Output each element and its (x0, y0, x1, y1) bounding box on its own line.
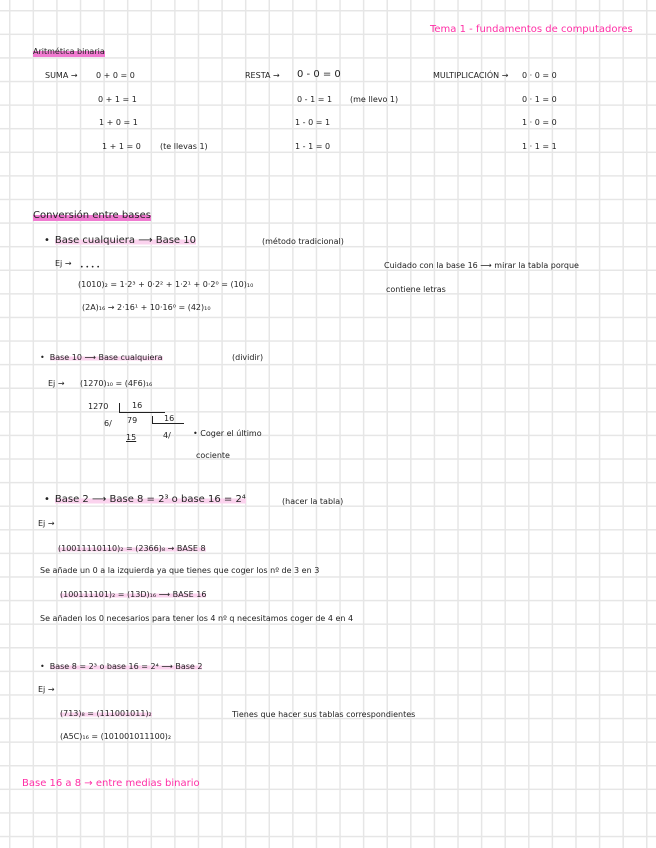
section2-note: (dividir) (232, 353, 264, 362)
arithmetic-heading: Aritmética binaria (33, 47, 105, 56)
suma-label: SUMA → (45, 71, 78, 80)
section2-example: (1270)₁₀ = (4F6)₁₆ (80, 379, 153, 388)
multiplicacion-row: 1 · 1 = 1 (522, 142, 557, 151)
resta-row: 0 - 1 = 1 (297, 95, 333, 104)
suma-row: 1 + 0 = 1 (99, 118, 138, 127)
resta-row: 1 - 1 = 0 (295, 142, 331, 151)
side-note-line1: Cuidado con la base 16 ⟶ mirar la tabla porque (384, 261, 579, 270)
division-divisor: 16 (132, 401, 143, 410)
section4-ej: Ej → (38, 685, 55, 694)
section1-note: (método tradicional) (262, 237, 344, 246)
division-quotient: 79 (127, 416, 138, 425)
division-annotation: cociente (196, 451, 230, 460)
section4-title: • Base 8 = 2³ o base 16 = 2⁴ ⟶ Base 2 (40, 661, 202, 673)
division-annotation: • Coger el último (193, 429, 262, 438)
section4-line2: (A5C)₁₆ = (101001011100)₂ (60, 732, 172, 741)
suma-row: 0 + 1 = 1 (98, 95, 137, 104)
section3-line3: (100111101)₂ = (13D)₁₆ ⟶ BASE 16 (60, 590, 207, 599)
section1-ej: Ej → (55, 259, 72, 268)
resta-row: 1 - 0 = 1 (295, 118, 331, 127)
division-dividend: 1270 (88, 402, 109, 411)
footer-note: Base 16 a 8 → entre medias binario (22, 778, 200, 789)
division-quotient: 4/ (163, 431, 171, 440)
multiplicacion-label: MULTIPLICACIÓN → (433, 71, 509, 80)
resta-label: RESTA → (245, 71, 280, 80)
section2-ej: Ej → (48, 379, 65, 388)
conversion-heading: Conversión entre bases (33, 210, 151, 221)
suma-row: 0 + 0 = 0 (96, 71, 135, 80)
section3-ej: Ej → (38, 519, 55, 528)
section4-line1: (713)₈ = (111001011)₂ (60, 709, 152, 718)
section3-note: (hacer la tabla) (282, 497, 344, 506)
section3-line2: Se añade un 0 a la izquierda ya que tienes que coger los nº de 3 en 3 (40, 566, 320, 575)
section1-line2: (2A)₁₆ → 2·16¹ + 10·16⁰ = (42)₁₀ (82, 303, 211, 312)
section1-dots: • • • • (80, 264, 100, 271)
suma-note: (te llevas 1) (160, 142, 208, 151)
section1-line1: (1010)₂ = 1·2³ + 0·2² + 1·2¹ + 0·2⁰ = (10)₁₀ (78, 280, 254, 289)
suma-row: 1 + 1 = 0 (102, 142, 141, 151)
division-remainder: 15 (126, 433, 137, 442)
resta-row: 0 - 0 = 0 (297, 69, 341, 80)
section3-line4: Se añaden los 0 necesarios para tener los 4 nº q necesitamos coger de 4 en 4 (40, 614, 354, 623)
section3-title: • Base 2 ⟶ Base 8 = 2³ o base 16 = 2⁴ (44, 494, 246, 506)
section4-line1-note: Tienes que hacer sus tablas correspondientes (232, 710, 416, 719)
multiplicacion-row: 0 · 1 = 0 (522, 95, 557, 104)
division-remainder: 6/ (104, 419, 112, 428)
multiplicacion-row: 0 · 0 = 0 (522, 71, 557, 80)
section1-title: • Base cualquiera ⟶ Base 10 (44, 235, 196, 247)
multiplicacion-row: 1 · 0 = 0 (522, 118, 557, 127)
side-note-line2: contiene letras (386, 285, 446, 294)
resta-note: (me llevo 1) (350, 95, 399, 104)
section2-title: • Base 10 ⟶ Base cualquiera (40, 352, 163, 364)
division-divisor: 16 (164, 414, 175, 423)
section3-line1: (10011110110)₂ = (2366)₈ → BASE 8 (58, 544, 206, 553)
page-title: Tema 1 - fundamentos de computadores (430, 24, 633, 35)
